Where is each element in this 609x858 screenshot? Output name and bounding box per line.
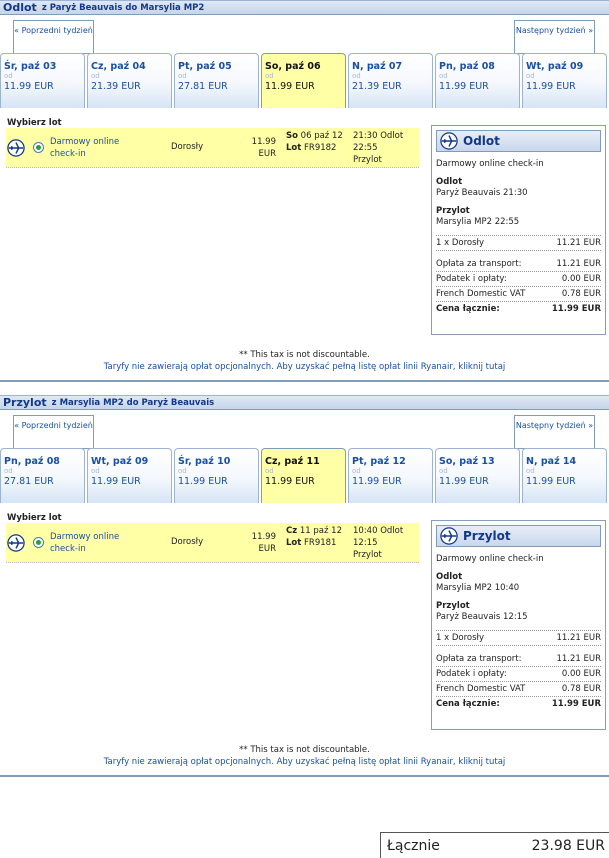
day-tab-label: Śr, paź 03 — [4, 61, 57, 72]
day-tab[interactable] — [174, 448, 259, 503]
summary-title: Przylot — [463, 529, 511, 543]
day-tab[interactable] — [348, 448, 433, 503]
summary-vat-row — [436, 682, 601, 697]
day-tab[interactable] — [435, 53, 520, 108]
summary-total-label: Cena łącznie: — [436, 304, 500, 314]
day-tab-label: N, paź 14 — [526, 456, 577, 467]
summary-total-row — [436, 697, 601, 711]
flight-radio[interactable] — [33, 142, 44, 153]
summary-header — [436, 525, 601, 547]
day-tab[interactable] — [0, 53, 85, 108]
summary-depart-label: Odlot — [436, 177, 463, 187]
summary-total-label: Cena łącznie: — [436, 699, 500, 709]
outbound-route: z Paryż Beauvais do Marsylia MP2 — [41, 2, 205, 13]
summary-tax-value: 0.00 EUR — [561, 274, 601, 284]
flight-radio[interactable] — [33, 537, 44, 548]
summary-tax-row — [436, 667, 601, 682]
day-tab[interactable] — [435, 448, 520, 503]
summary-passenger-value: 11.21 EUR — [556, 238, 601, 248]
arrive-time: 22:55 — [353, 143, 378, 153]
flight-summary — [431, 520, 606, 730]
summary-passenger-row — [436, 235, 601, 251]
previous-week-button[interactable]: « Poprzedni tydzień — [13, 20, 94, 54]
summary-fare: Darmowy online check-in — [436, 554, 544, 564]
day-tab-price: 11.99 EUR — [526, 81, 576, 92]
summary-total-value: 11.99 EUR — [551, 304, 601, 314]
day-tab-from: od — [178, 72, 187, 80]
day-tab-price: 27.81 EUR — [4, 476, 54, 487]
summary-passenger-label: 1 x Dorosły — [436, 633, 484, 643]
next-week-button[interactable]: Następny tydzień » — [514, 20, 595, 54]
arrive-label: Przylot — [353, 550, 382, 560]
day-tab-price: 11.99 EUR — [265, 81, 315, 92]
choose-flight-label: Wybierz lot — [7, 118, 62, 128]
arrive-time: 12:15 — [353, 538, 378, 548]
day-tab-price: 11.99 EUR — [439, 81, 489, 92]
flight-number: FR9181 — [304, 538, 337, 548]
day-tab[interactable] — [522, 53, 607, 108]
outbound-header — [0, 0, 609, 15]
day-tab-label: N, paź 07 — [352, 61, 403, 72]
day-tab-from: od — [439, 467, 448, 475]
flight-number: FR9182 — [304, 143, 337, 153]
summary-transport-label: Opłata za transport: — [436, 654, 522, 664]
day-tab-from: od — [178, 467, 187, 475]
summary-total-row — [436, 302, 601, 316]
flight-times — [353, 525, 419, 561]
plane-icon — [7, 139, 25, 157]
summary-vat-row — [436, 287, 601, 302]
passenger-type: Dorosły — [171, 142, 204, 152]
day-tab-from: od — [352, 72, 361, 80]
day-tab-from: od — [4, 72, 13, 80]
flight-day: So — [286, 131, 298, 141]
fare-type: Darmowy online check-in — [50, 137, 120, 159]
day-tab-from: od — [265, 467, 274, 475]
summary-arrive-label: Przylot — [436, 206, 470, 216]
day-tab[interactable] — [348, 53, 433, 108]
fees-link[interactable]: Taryfy nie zawierają opłat opcjonalnych. Aby uzyskać pełną listę opłat linii Ryanair, kliknij tutaj — [103, 757, 506, 767]
day-tab-label: Cz, paź 11 — [265, 456, 320, 467]
day-tab-from: od — [526, 72, 535, 80]
day-tabs — [0, 448, 609, 503]
flight-date-value: 06 paź 12 — [300, 131, 343, 141]
flight-summary — [431, 125, 606, 335]
day-tab-from: od — [4, 467, 13, 475]
tax-note: ** This tax is not discountable. — [239, 745, 370, 755]
summary-fare: Darmowy online check-in — [436, 159, 544, 169]
summary-depart-value: Marsylia MP2 10:40 — [436, 583, 520, 593]
day-tab-price: 11.99 EUR — [526, 476, 576, 487]
summary-transport-label: Opłata za transport: — [436, 259, 522, 269]
summary-total-value: 11.99 EUR — [551, 699, 601, 709]
day-tab-label: Cz, paź 04 — [91, 61, 146, 72]
summary-arrive-label: Przylot — [436, 601, 470, 611]
flight-row[interactable] — [6, 523, 419, 563]
flight-number-label: Lot — [286, 143, 302, 153]
day-tab-price: 11.99 EUR — [91, 476, 141, 487]
flight-row[interactable] — [6, 128, 419, 168]
summary-vat-label: French Domestic VAT — [436, 289, 526, 299]
next-week-button[interactable]: Następny tydzień » — [514, 415, 595, 449]
day-tab-label: So, paź 06 — [265, 61, 321, 72]
outbound-title: Odlot — [3, 1, 37, 14]
summary-tax-label: Podatek i opłaty: — [436, 274, 507, 284]
summary-transport-row — [436, 257, 601, 272]
grand-total — [380, 832, 609, 858]
section-divider — [0, 775, 609, 777]
summary-depart-label: Odlot — [436, 572, 463, 582]
day-tab[interactable] — [261, 53, 346, 108]
inbound-route: z Marsylia MP2 do Paryż Beauvais — [51, 397, 215, 408]
plane-icon — [440, 132, 458, 150]
summary-header — [436, 130, 601, 152]
passenger-type: Dorosły — [171, 537, 204, 547]
flight-date — [286, 525, 351, 549]
plane-icon — [7, 534, 25, 552]
day-tab-price: 11.99 EUR — [178, 476, 228, 487]
day-tab[interactable] — [87, 448, 172, 503]
day-tab-label: Pn, paź 08 — [439, 61, 495, 72]
flight-price: 11.99 EUR — [251, 532, 276, 554]
day-tab-label: Pn, paź 08 — [4, 456, 60, 467]
day-tab-price: 21.39 EUR — [352, 81, 402, 92]
summary-arrive-value: Paryż Beauvais 12:15 — [436, 612, 528, 622]
day-tab-price: 11.99 EUR — [4, 81, 54, 92]
day-tab-from: od — [439, 72, 448, 80]
day-tabs — [0, 53, 609, 108]
fare-type: Darmowy online check-in — [50, 532, 120, 554]
day-tab[interactable] — [174, 53, 259, 108]
day-tab-from: od — [91, 467, 100, 475]
flight-price: 11.99 EUR — [251, 137, 276, 159]
summary-title: Odlot — [463, 134, 500, 148]
summary-arrive-value: Marsylia MP2 22:55 — [436, 217, 520, 227]
summary-passenger-value: 11.21 EUR — [556, 633, 601, 643]
day-tab[interactable] — [522, 448, 607, 503]
summary-passenger-label: 1 x Dorosły — [436, 238, 484, 248]
flight-day: Cz — [286, 526, 298, 536]
day-tab-price: 11.99 EUR — [265, 476, 315, 487]
depart-time: 21:30 — [353, 131, 378, 141]
summary-transport-value: 11.21 EUR — [556, 259, 601, 269]
day-tab-label: So, paź 13 — [439, 456, 495, 467]
day-tab-label: Wt, paź 09 — [91, 456, 149, 467]
summary-vat-value: 0.78 EUR — [561, 289, 601, 299]
summary-depart-value: Paryż Beauvais 21:30 — [436, 188, 528, 198]
day-tab-price: 27.81 EUR — [178, 81, 228, 92]
plane-icon — [440, 527, 458, 545]
summary-vat-label: French Domestic VAT — [436, 684, 526, 694]
arrive-label: Przylot — [353, 155, 382, 165]
day-tab[interactable] — [0, 448, 85, 503]
day-tab-label: Śr, paź 10 — [178, 456, 231, 467]
day-tab-from: od — [352, 467, 361, 475]
grand-total-label: Łącznie — [387, 837, 440, 854]
depart-label: Odlot — [380, 131, 404, 141]
day-tab-from: od — [91, 72, 100, 80]
day-tab[interactable] — [87, 53, 172, 108]
flight-date-value: 11 paź 12 — [299, 526, 342, 536]
summary-transport-value: 11.21 EUR — [556, 654, 601, 664]
summary-tax-value: 0.00 EUR — [561, 669, 601, 679]
inbound-header — [0, 395, 609, 410]
day-tab-price: 11.99 EUR — [352, 476, 402, 487]
depart-label: Odlot — [380, 526, 404, 536]
inbound-section — [0, 395, 609, 785]
day-tab-label: Pt, paź 12 — [352, 456, 406, 467]
tax-note: ** This tax is not discountable. — [239, 350, 370, 360]
outbound-section — [0, 0, 609, 395]
section-divider — [0, 380, 609, 382]
summary-tax-label: Podatek i opłaty: — [436, 669, 507, 679]
day-tab-from: od — [265, 72, 274, 80]
inbound-title: Przylot — [3, 396, 47, 409]
day-tab-price: 21.39 EUR — [91, 81, 141, 92]
depart-time: 10:40 — [353, 526, 378, 536]
grand-total-value: 23.98 EUR — [531, 837, 605, 854]
day-tab[interactable] — [261, 448, 346, 503]
day-tab-label: Wt, paź 09 — [526, 61, 584, 72]
fees-link[interactable]: Taryfy nie zawierają opłat opcjonalnych. Aby uzyskać pełną listę opłat linii Ryanair, kliknij tutaj — [103, 362, 506, 372]
previous-week-button[interactable]: « Poprzedni tydzień — [13, 415, 94, 449]
day-tab-label: Pt, paź 05 — [178, 61, 232, 72]
summary-vat-value: 0.78 EUR — [561, 684, 601, 694]
summary-tax-row — [436, 272, 601, 287]
summary-passenger-row — [436, 630, 601, 646]
flight-date — [286, 130, 351, 154]
summary-transport-row — [436, 652, 601, 667]
choose-flight-label: Wybierz lot — [7, 513, 62, 523]
flight-number-label: Lot — [286, 538, 302, 548]
flight-times — [353, 130, 419, 166]
day-tab-from: od — [526, 467, 535, 475]
day-tab-price: 11.99 EUR — [439, 476, 489, 487]
